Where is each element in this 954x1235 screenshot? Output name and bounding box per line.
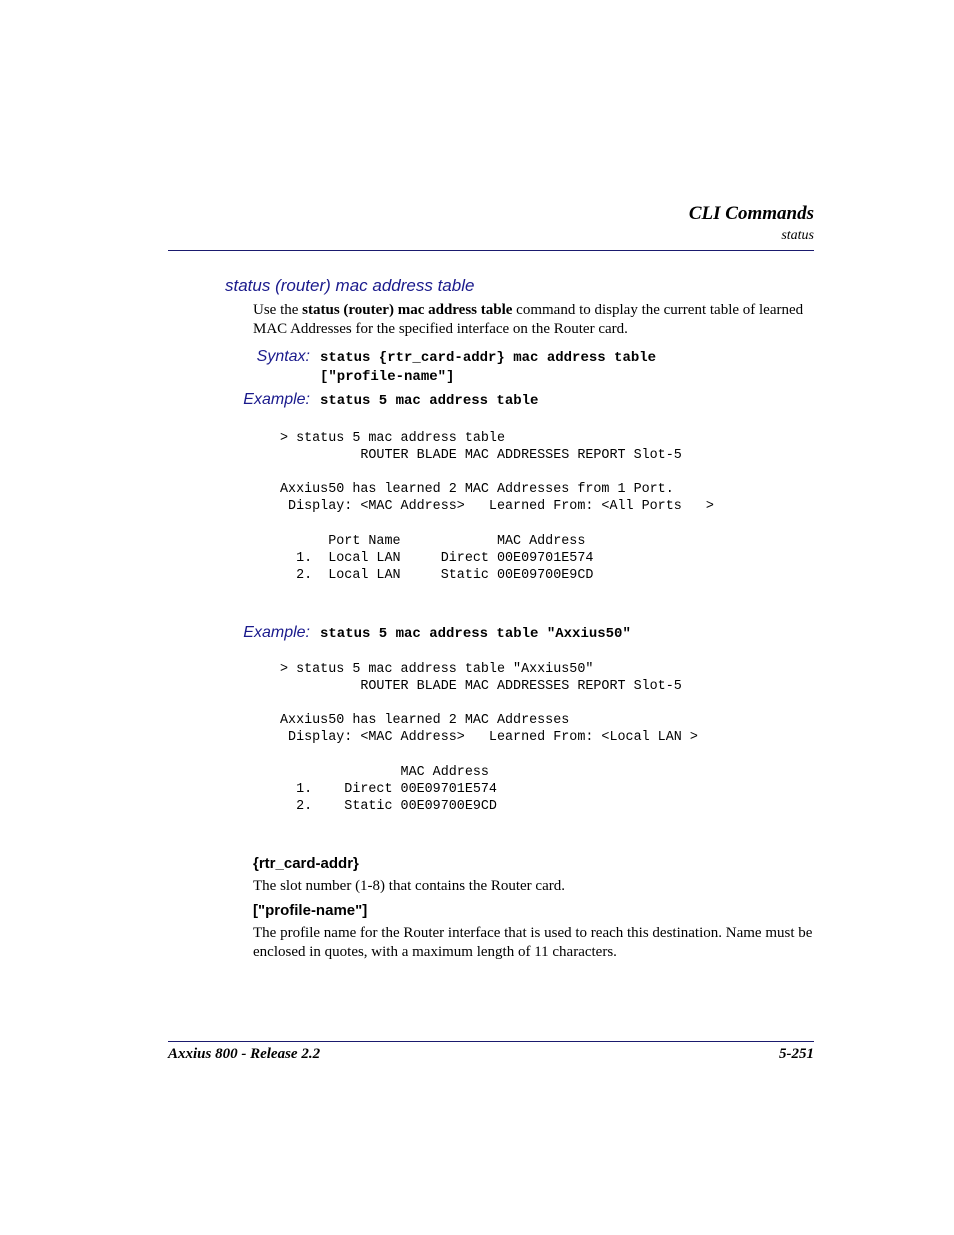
running-header-subtitle: status	[781, 228, 814, 243]
footer-rule	[168, 1041, 814, 1042]
intro-text-post: command to display the current table of learned MAC Addresses for the specified interface on the Router card.	[253, 302, 804, 337]
example-2-command: status 5 mac address table "Axxius50"	[320, 626, 631, 642]
intro-command-name: status (router) mac address table	[302, 302, 513, 318]
footer-left: Axxius 800 - Release 2.2	[168, 1046, 321, 1062]
running-header-title: CLI Commands	[688, 203, 814, 224]
param-rtr-card-addr-description: The slot number (1-8) that contains the Router card.	[253, 878, 565, 894]
intro-paragraph	[253, 301, 818, 338]
param-rtr-card-addr-name: {rtr_card-addr}	[253, 855, 359, 872]
footer-page-number: 5-251	[779, 1046, 814, 1062]
param-profile-name-description: The profile name for the Router interface that is used to reach this destination. Name must be enclosed in quotes, with a maximum length of 11 characters.	[253, 925, 813, 960]
example-1-command: status 5 mac address table	[320, 393, 539, 409]
intro-text-pre: Use the	[253, 302, 303, 318]
example-1-label: Example:	[243, 391, 310, 408]
section-title: status (router) mac address table	[225, 276, 475, 295]
header-rule	[168, 250, 814, 251]
syntax-label: Syntax:	[256, 348, 310, 365]
syntax-command-line-1: status {rtr_card-addr} mac address table	[320, 350, 657, 366]
example-2-output: > status 5 mac address table "Axxius50" ROUTER BLADE MAC ADDRESSES REPORT Slot-5 Axxius50 has learned 2 MAC Addresses Display: <MAC Address> Learned From: <Local LAN > MAC Address 1. Direct 00E09701E574 2. Static 00E09700E9CD	[280, 662, 698, 814]
example-2-label: Example:	[243, 624, 310, 641]
syntax-command-line-2: ["profile-name"]	[320, 369, 455, 385]
example-1-output: > status 5 mac address table ROUTER BLADE MAC ADDRESSES REPORT Slot-5 Axxius50 has learned 2 MAC Addresses from 1 Port. Display: <MAC Address> Learned From: <All Ports > Port Name MAC Address 1. Local LAN Direct 00E09701E574 2. Local LAN Static 00E09700E9CD	[280, 431, 714, 583]
param-profile-name-name: ["profile-name"]	[253, 902, 368, 919]
